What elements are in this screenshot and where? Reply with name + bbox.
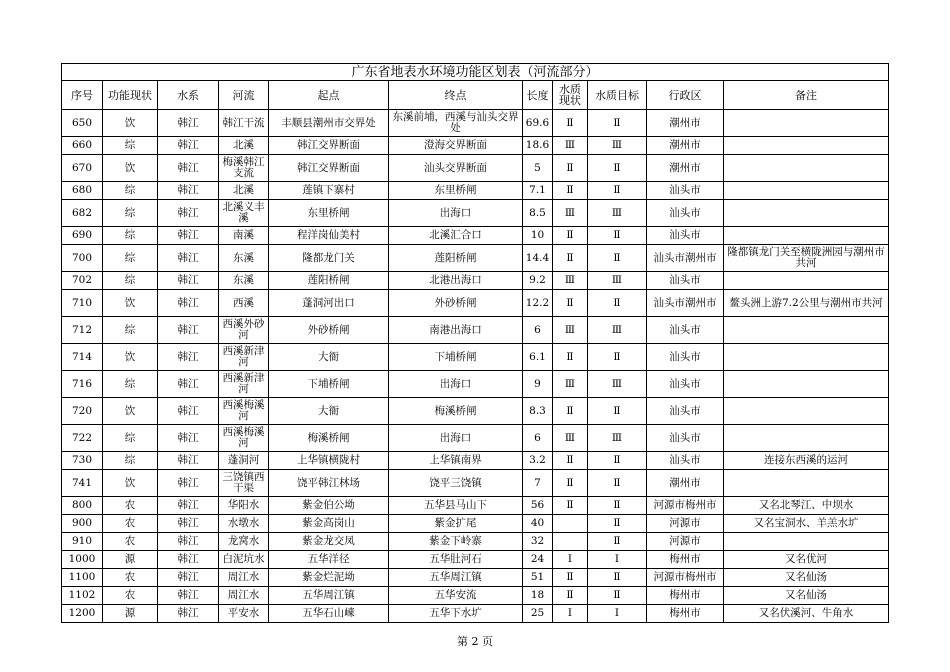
table-cell: 712 (62, 317, 103, 344)
table-cell: 五华周江镇 (269, 587, 389, 605)
table-cell: 18.6 (523, 137, 553, 155)
table-cell: 6.1 (523, 344, 553, 371)
column-header: 起点 (269, 81, 389, 110)
table-cell: 五华周江镇 (389, 569, 523, 587)
table-cell: 五华安流 (389, 587, 523, 605)
table-cell: 韩江 (158, 452, 219, 470)
table-cell: 五华肚河石 (389, 551, 523, 569)
table-title-row (62, 64, 889, 81)
table-cell: 隆都龙门关 (269, 245, 389, 272)
table-cell: 716 (62, 371, 103, 398)
table-cell: 出海口 (389, 371, 523, 398)
table-cell: 农 (103, 587, 158, 605)
table-cell: Ⅱ (588, 155, 647, 182)
table-cell: 出海口 (389, 200, 523, 227)
table-cell: Ⅱ (553, 110, 588, 137)
table-cell: 综 (103, 182, 158, 200)
table-cell: Ⅱ (553, 497, 588, 515)
table-cell: Ⅱ (588, 110, 647, 137)
table-cell: 源 (103, 551, 158, 569)
table-row (62, 272, 889, 290)
table-cell: 18 (523, 587, 553, 605)
table-cell: Ⅱ (553, 290, 588, 317)
table-row (62, 344, 889, 371)
table-cell: 紫金扩尾 (389, 515, 523, 533)
table-cell: 农 (103, 515, 158, 533)
table-cell: 西溪新津河 (219, 371, 269, 398)
table-cell (724, 344, 889, 371)
header-row (62, 81, 889, 110)
table-row (62, 200, 889, 227)
table-cell (724, 398, 889, 425)
table-cell (724, 425, 889, 452)
table-cell: 饮 (103, 290, 158, 317)
table-cell: 又名仙汤 (724, 587, 889, 605)
table-cell: Ⅰ (553, 551, 588, 569)
table-cell: 741 (62, 470, 103, 497)
table-cell: 梅溪桥闸 (269, 425, 389, 452)
table-cell: 14.4 (523, 245, 553, 272)
table-cell: Ⅲ (588, 272, 647, 290)
table-cell: 9.2 (523, 272, 553, 290)
table-cell: 紫金伯公坳 (269, 497, 389, 515)
table-cell: 汕头市 (647, 317, 724, 344)
table-cell: 饶平韩江林场 (269, 470, 389, 497)
table-cell: 1102 (62, 587, 103, 605)
table-cell: 龙窝水 (219, 533, 269, 551)
table-cell: Ⅱ (588, 533, 647, 551)
table-cell: 650 (62, 110, 103, 137)
page-number: 第 2 页 (457, 635, 493, 648)
table-cell: 源 (103, 605, 158, 623)
table-cell: 外砂桥闸 (389, 290, 523, 317)
table-cell: 韩江干流 (219, 110, 269, 137)
table-cell: Ⅱ (588, 290, 647, 317)
table-cell: 饮 (103, 344, 158, 371)
table-cell: 北港出海口 (389, 272, 523, 290)
table-cell: Ⅲ (588, 317, 647, 344)
table-cell: 韩江 (158, 272, 219, 290)
table-row (62, 227, 889, 245)
table-cell: 韩江 (158, 110, 219, 137)
table-cell: 6 (523, 425, 553, 452)
table-cell: 大衙 (269, 398, 389, 425)
table-cell: 710 (62, 290, 103, 317)
column-header: 水系 (158, 81, 219, 110)
table-cell: Ⅲ (553, 317, 588, 344)
table-cell: 韩江 (158, 200, 219, 227)
table-cell: 1200 (62, 605, 103, 623)
table-cell: 紫金下岭寨 (389, 533, 523, 551)
column-header: 备注 (724, 81, 889, 110)
table-cell: 汕头市 (647, 182, 724, 200)
table-cell: 紫金龙交凤 (269, 533, 389, 551)
table-row (62, 533, 889, 551)
table-cell: 680 (62, 182, 103, 200)
column-header: 长度 (523, 81, 553, 110)
table-row (62, 290, 889, 317)
table-cell (724, 155, 889, 182)
table-cell: 上华镇南界 (389, 452, 523, 470)
table-cell: 900 (62, 515, 103, 533)
table-cell: Ⅱ (588, 470, 647, 497)
table-cell: 汕头市 (647, 200, 724, 227)
table-cell: Ⅱ (588, 452, 647, 470)
table-cell: 外砂桥闸 (269, 317, 389, 344)
table-cell: 韩江 (158, 569, 219, 587)
table-cell: 韩江 (158, 398, 219, 425)
table-cell: 综 (103, 317, 158, 344)
table-cell: 综 (103, 371, 158, 398)
column-header: 河流 (219, 81, 269, 110)
table-cell: Ⅱ (588, 227, 647, 245)
table-cell: 汕头市 (647, 344, 724, 371)
table-cell: Ⅲ (553, 272, 588, 290)
table-cell: 上华镇横陇村 (269, 452, 389, 470)
table-cell: Ⅲ (588, 425, 647, 452)
table-cell: 汕头市 (647, 425, 724, 452)
table-cell: 12.2 (523, 290, 553, 317)
table-cell (724, 227, 889, 245)
table-cell: 8.3 (523, 398, 553, 425)
table-cell: 670 (62, 155, 103, 182)
table-cell: Ⅱ (553, 398, 588, 425)
table-cell: 饮 (103, 398, 158, 425)
table-cell: 又名宝洞水、羊羔水圹 (724, 515, 889, 533)
table-cell: 又名仙汤 (724, 569, 889, 587)
table-cell: 农 (103, 533, 158, 551)
water-function-table (61, 63, 889, 623)
table-cell (724, 110, 889, 137)
table-cell: Ⅰ (588, 551, 647, 569)
column-header: 功能现状 (103, 81, 158, 110)
table-row (62, 551, 889, 569)
table-cell: 韩江交界断面 (269, 137, 389, 155)
table-row (62, 452, 889, 470)
table-cell: 韩江 (158, 290, 219, 317)
table-cell: 五华石山崠 (269, 605, 389, 623)
table-cell: Ⅱ (553, 587, 588, 605)
table-cell: Ⅲ (553, 200, 588, 227)
table-cell: 程洋岗仙美村 (269, 227, 389, 245)
table-cell: 梅州市 (647, 587, 724, 605)
table-cell: 西溪梅溪河 (219, 425, 269, 452)
table-cell: 平安水 (219, 605, 269, 623)
table-cell: 702 (62, 272, 103, 290)
column-header: 水质目标 (588, 81, 647, 110)
table-row (62, 569, 889, 587)
table-cell: 梅州市 (647, 605, 724, 623)
table-cell: Ⅱ (553, 452, 588, 470)
table-cell: 682 (62, 200, 103, 227)
table-cell: 河源市 (647, 515, 724, 533)
table-cell: Ⅱ (553, 344, 588, 371)
table-cell: 紫金高岗山 (269, 515, 389, 533)
table-cell: 韩江 (158, 425, 219, 452)
table-cell: 蓬洞河出口 (269, 290, 389, 317)
table-cell: 莲镇下寨村 (269, 182, 389, 200)
table-cell: 莲阳桥闸 (269, 272, 389, 290)
table-row (62, 497, 889, 515)
table-cell: 东溪前埔，西溪与汕头交界处 (389, 110, 523, 137)
table-cell: 汕头市潮州市 (647, 245, 724, 272)
table-cell: 北溪 (219, 182, 269, 200)
table-cell: 农 (103, 497, 158, 515)
table-cell: 韩江 (158, 551, 219, 569)
table-cell: 河源市梅州市 (647, 569, 724, 587)
table-cell: 69.6 (523, 110, 553, 137)
table-cell (553, 533, 588, 551)
table-cell: 五华下水圹 (389, 605, 523, 623)
table-cell: Ⅱ (553, 245, 588, 272)
column-header: 终点 (389, 81, 523, 110)
table-cell: 韩江 (158, 317, 219, 344)
table-cell: Ⅱ (553, 569, 588, 587)
table-cell: 河源市 (647, 533, 724, 551)
table-cell: 韩江 (158, 155, 219, 182)
table-row (62, 425, 889, 452)
table-cell: 饶平三饶镇 (389, 470, 523, 497)
table-cell: Ⅱ (553, 227, 588, 245)
table-row (62, 515, 889, 533)
table-cell: 南港出海口 (389, 317, 523, 344)
table-cell: 汕头市 (647, 272, 724, 290)
table-cell: 730 (62, 452, 103, 470)
table-cell: 东里桥闸 (389, 182, 523, 200)
table-cell: Ⅲ (588, 200, 647, 227)
table-cell: Ⅱ (553, 182, 588, 200)
table-cell: 720 (62, 398, 103, 425)
table-cell (724, 200, 889, 227)
table-cell: Ⅲ (553, 137, 588, 155)
table-cell: 8.5 (523, 200, 553, 227)
table-cell: 800 (62, 497, 103, 515)
table-cell (724, 317, 889, 344)
table-cell: 西溪新津河 (219, 344, 269, 371)
column-header: 水质现状 (553, 81, 588, 110)
table-cell: 西溪外砂河 (219, 317, 269, 344)
table-cell: 韩江 (158, 587, 219, 605)
table-cell: 农 (103, 569, 158, 587)
table-cell: 大衙 (269, 344, 389, 371)
table-cell: 40 (523, 515, 553, 533)
table-cell: 韩江 (158, 245, 219, 272)
table-cell: Ⅲ (588, 137, 647, 155)
table-cell (553, 515, 588, 533)
table-cell: 潮州市 (647, 155, 724, 182)
table-cell: 紫金烂泥坳 (269, 569, 389, 587)
table-cell: 综 (103, 272, 158, 290)
table-cell: 潮州市 (647, 470, 724, 497)
table-cell (724, 182, 889, 200)
table-cell (724, 137, 889, 155)
table-cell: 隆都镇龙门关至横陇洲园与潮州市共河 (724, 245, 889, 272)
table-cell: 7.1 (523, 182, 553, 200)
table-cell: Ⅱ (588, 344, 647, 371)
table-row (62, 182, 889, 200)
table-row (62, 110, 889, 137)
table-cell: Ⅲ (553, 425, 588, 452)
table-cell: 700 (62, 245, 103, 272)
table-cell: 32 (523, 533, 553, 551)
table-cell: Ⅲ (553, 371, 588, 398)
table-cell: 北溪义丰溪 (219, 200, 269, 227)
table-cell: Ⅱ (588, 587, 647, 605)
table-cell: 综 (103, 200, 158, 227)
table-cell: 660 (62, 137, 103, 155)
column-header: 序号 (62, 81, 103, 110)
table-cell: 690 (62, 227, 103, 245)
table-row (62, 245, 889, 272)
table-cell: 莲阳桥闸 (389, 245, 523, 272)
table-cell: 3.2 (523, 452, 553, 470)
table-cell: 24 (523, 551, 553, 569)
table-cell: 东溪 (219, 245, 269, 272)
table-cell: 韩江 (158, 533, 219, 551)
table-row (62, 371, 889, 398)
table-cell: Ⅱ (588, 182, 647, 200)
table-cell: 714 (62, 344, 103, 371)
table-cell: 周江水 (219, 587, 269, 605)
table-cell: 潮州市 (647, 137, 724, 155)
table-cell (724, 371, 889, 398)
table-cell: 韩江 (158, 371, 219, 398)
table-cell: 又名伏溪河、牛角水 (724, 605, 889, 623)
table-cell: 三饶镇西干渠 (219, 470, 269, 497)
table-cell: 韩江 (158, 182, 219, 200)
table-cell: 又名北琴江、中坝水 (724, 497, 889, 515)
table-cell: 下埔桥闸 (269, 371, 389, 398)
table-cell: 汕头交界断面 (389, 155, 523, 182)
table-cell: 10 (523, 227, 553, 245)
table-cell: 饮 (103, 470, 158, 497)
table-cell: 韩江 (158, 137, 219, 155)
table-cell: 周江水 (219, 569, 269, 587)
table-cell: Ⅰ (553, 605, 588, 623)
table-cell: 汕头市 (647, 452, 724, 470)
table-row (62, 137, 889, 155)
table-row (62, 317, 889, 344)
table-cell: 梅溪韩江支流 (219, 155, 269, 182)
table-cell: 下埔桥闸 (389, 344, 523, 371)
table-cell: 722 (62, 425, 103, 452)
table-cell: 出海口 (389, 425, 523, 452)
table-cell: 东里桥闸 (269, 200, 389, 227)
table-cell: 南溪 (219, 227, 269, 245)
table-cell: 6 (523, 317, 553, 344)
table-row (62, 155, 889, 182)
table-cell: 鳌头洲上游7.2公里与潮州市共河 (724, 290, 889, 317)
table-cell: 910 (62, 533, 103, 551)
table-cell: 五华洋径 (269, 551, 389, 569)
table-cell: Ⅱ (588, 569, 647, 587)
column-header: 行政区 (647, 81, 724, 110)
table-cell: 饮 (103, 110, 158, 137)
table-cell: 潮州市 (647, 110, 724, 137)
table-cell: 5 (523, 155, 553, 182)
table-row (62, 398, 889, 425)
table-cell: Ⅲ (588, 371, 647, 398)
table-cell: 韩江 (158, 470, 219, 497)
table-row (62, 587, 889, 605)
table-cell: 华阳水 (219, 497, 269, 515)
table-cell: 综 (103, 227, 158, 245)
table-cell: 韩江 (158, 497, 219, 515)
table-cell: 韩江 (158, 605, 219, 623)
table-cell: 河源市梅州市 (647, 497, 724, 515)
table-cell: 韩江 (158, 515, 219, 533)
table-cell: 水墩水 (219, 515, 269, 533)
table-cell: 东溪 (219, 272, 269, 290)
table-cell: 丰顺县潮州市交界处 (269, 110, 389, 137)
table-cell: 梅州市 (647, 551, 724, 569)
table-cell: Ⅱ (553, 470, 588, 497)
table-cell: 汕头市 (647, 227, 724, 245)
table-cell: Ⅱ (588, 497, 647, 515)
table-cell: 汕头市 (647, 398, 724, 425)
table-title: 广东省地表水环境功能区划表（河流部分） (62, 64, 889, 81)
table-cell: 五华县马山下 (389, 497, 523, 515)
table-cell: 汕头市 (647, 371, 724, 398)
table-cell: 蓬洞河 (219, 452, 269, 470)
table-cell: 汕头市潮州市 (647, 290, 724, 317)
table-cell: 综 (103, 425, 158, 452)
table-cell: 北溪汇合口 (389, 227, 523, 245)
table-cell: 1000 (62, 551, 103, 569)
table-cell: 56 (523, 497, 553, 515)
table-cell: 白泥坑水 (219, 551, 269, 569)
table-cell: 综 (103, 245, 158, 272)
table-cell: 西溪 (219, 290, 269, 317)
table-cell: 澄海交界断面 (389, 137, 523, 155)
table-cell (724, 533, 889, 551)
table-cell: 1100 (62, 569, 103, 587)
table-cell: Ⅱ (588, 515, 647, 533)
table-cell: 25 (523, 605, 553, 623)
table-cell: 西溪梅溪河 (219, 398, 269, 425)
table-cell: Ⅱ (588, 398, 647, 425)
table-cell (724, 272, 889, 290)
table-cell: 连接东西溪的运河 (724, 452, 889, 470)
table-cell: 韩江 (158, 344, 219, 371)
table-cell: 7 (523, 470, 553, 497)
table-cell: Ⅱ (553, 155, 588, 182)
table-cell: 51 (523, 569, 553, 587)
table-row (62, 470, 889, 497)
table-cell: Ⅰ (588, 605, 647, 623)
table-cell: 梅溪桥闸 (389, 398, 523, 425)
table-row (62, 605, 889, 623)
table-cell: 饮 (103, 155, 158, 182)
table-cell (724, 470, 889, 497)
table-cell: 综 (103, 137, 158, 155)
table-cell: Ⅱ (588, 245, 647, 272)
table-cell: 综 (103, 452, 158, 470)
table-cell: 又名优河 (724, 551, 889, 569)
table-cell: 9 (523, 371, 553, 398)
table-cell: 韩江 (158, 227, 219, 245)
table-cell: 韩江交界断面 (269, 155, 389, 182)
table-cell: 北溪 (219, 137, 269, 155)
